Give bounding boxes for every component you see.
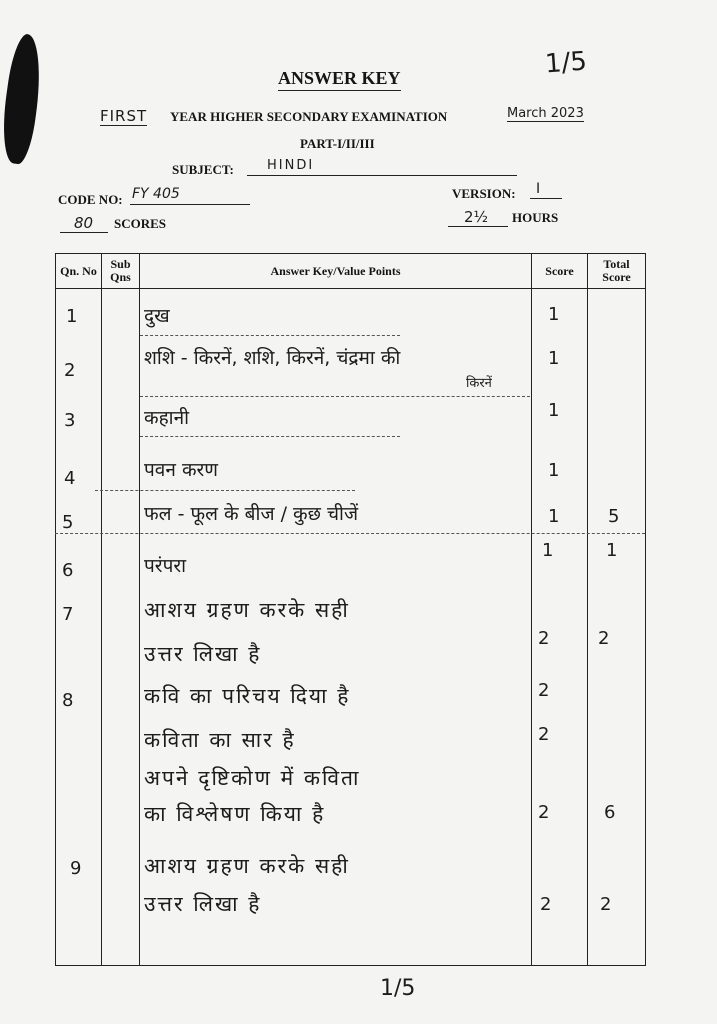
row-1-qn: 1 [66, 306, 78, 327]
row-6-answer: परंपरा [144, 555, 187, 577]
row-5-total: 5 [608, 506, 620, 527]
hours-value: 2½ [464, 208, 489, 226]
version-label: VERSION: [452, 186, 516, 201]
version-underline [530, 182, 562, 199]
row-8-score-2: 2 [538, 724, 550, 745]
row-7-qn: 7 [62, 604, 74, 625]
col-score [532, 289, 588, 966]
exam-title-text: YEAR HIGHER SECONDARY EXAMINATION [170, 109, 448, 124]
row-8-answer-line-1: कवि का परिचय दिया है [144, 684, 351, 708]
code-label: CODE NO: [58, 192, 123, 207]
hours-underline [448, 208, 508, 227]
row-8-answer-line-2: कविता का सार है [144, 728, 296, 752]
row-9-total: 2 [600, 894, 612, 915]
row-4-answer: पवन करण [144, 459, 219, 481]
page-number-bottom: 1/5 [380, 976, 416, 1001]
row-5-score: 1 [548, 506, 560, 527]
page-title: ANSWER KEY [278, 68, 401, 91]
row-6-score: 1 [542, 540, 554, 561]
row-9-answer-line-1: आशय ग्रहण करके सही [144, 854, 350, 878]
col-total [588, 289, 646, 966]
row-5-answer: फल - फूल के बीज / कुछ चीजें [144, 503, 359, 525]
exam-year-word: FIRST [100, 107, 148, 125]
row-7-answer-line-2: उत्तर लिखा है [144, 642, 262, 666]
page-number-top: 1/5 [544, 46, 588, 80]
scores-value: 80 [74, 214, 94, 232]
row-8-score-3: 2 [538, 802, 550, 823]
col-qn [56, 289, 102, 966]
row-6-qn: 6 [62, 560, 74, 581]
code-underline [130, 186, 250, 205]
row-4-score: 1 [548, 460, 560, 481]
exam-line [100, 105, 620, 131]
row-9-answer-line-2: उत्तर लिखा है [144, 892, 262, 916]
scores-label: SCORES [114, 216, 167, 231]
subject-label: SUBJECT: [172, 162, 234, 177]
row-9-qn: 9 [70, 858, 82, 879]
row-1-answer: दुख [144, 305, 170, 327]
part-label: PART-I/II/III [300, 136, 375, 151]
row-8-answer-line-3: अपने दृष्टिकोण में कविता [144, 766, 361, 790]
row-7-score: 2 [538, 628, 550, 649]
code-value: FY 405 [132, 186, 180, 202]
col-answer [140, 289, 532, 966]
row-2-answer-line-2: किरनें [466, 376, 492, 391]
header-score: Score [532, 254, 588, 289]
row-1-score: 1 [548, 304, 560, 325]
row-8-qn: 8 [62, 690, 74, 711]
row-8-answer-line-4: का विश्लेषण किया है [144, 802, 326, 826]
row-2-qn: 2 [64, 360, 76, 381]
row-6-total: 1 [606, 540, 618, 561]
row-3-qn: 3 [64, 410, 76, 431]
scores-underline [60, 214, 108, 233]
col-sub [102, 289, 140, 966]
scan-ink-blot [0, 32, 47, 165]
row-3-answer: कहानी [144, 407, 190, 429]
header-total: Total Score [588, 254, 646, 289]
header-qn: Qn. No [56, 254, 102, 289]
exam-month-year: March 2023 [507, 106, 584, 121]
row-5-qn: 5 [62, 512, 74, 533]
subject-value: HINDI [267, 158, 315, 173]
row-4-qn: 4 [64, 468, 76, 489]
row-3-score: 1 [548, 400, 560, 421]
row-7-answer-line-1: आशय ग्रहण करके सही [144, 598, 350, 622]
subject-underline [247, 158, 517, 176]
header-sub: Sub Qns [102, 254, 140, 289]
row-7-total: 2 [598, 628, 610, 649]
hours-label: HOURS [512, 210, 559, 225]
row-2-answer-line-1: शशि - किरनें, शशि, किरनें, चंद्रमा की [144, 347, 401, 369]
row-9-score: 2 [540, 894, 552, 915]
row-8-total: 6 [604, 802, 616, 823]
row-8-score-1: 2 [538, 680, 550, 701]
header-answer: Answer Key/Value Points [140, 254, 532, 289]
row-2-score: 1 [548, 348, 560, 369]
version-value: I [536, 181, 541, 197]
answer-key-table [55, 253, 646, 966]
